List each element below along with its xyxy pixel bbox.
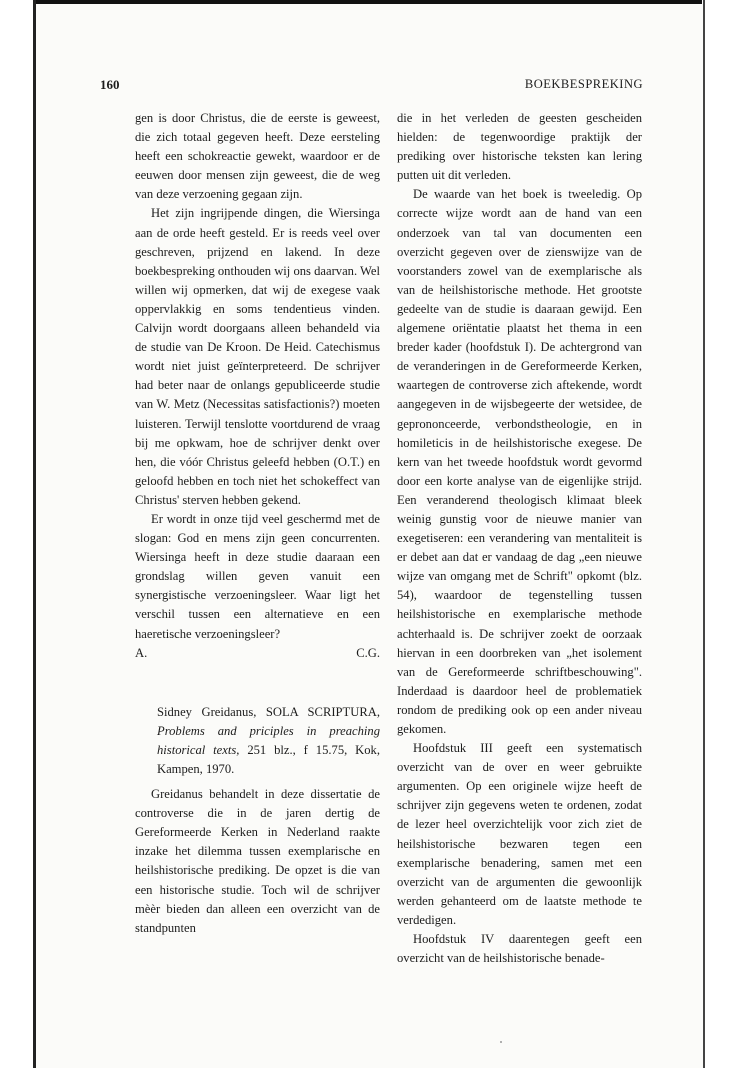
- paragraph: Hoofdstuk IV daarentegen geeft een overzicht van de heilshistorische benade-: [397, 932, 642, 966]
- paragraph: Het zijn ingrijpende dingen, die Wiersinga aan de orde heeft gesteld. Er is reeds veel over geschreven, prijzend en lakend. In deze boekbespreking onthouden wij ons daarvan. Wel willen wij opmerken, dat wij de exegese vaak oppervlakkig en soms tendentieus vinden. Calvijn wordt doorgaans alleen behandeld via de studie van De Kroon. De Heid. Catechismus wordt niet juist geïnterpreteerd. De schrijver had beter naar de onlangs gepubliceerde studie van W. Metz (Necessitas satisfactionis?) moeten luisteren. Terwijl tenslotte voortdurend de vraag bij me opkwam, hoe de schrijver denkt over hen, die vóór Christus geleefd hebben (O.T.) en geloofd hebben en toch niet het schokeffect van Christus' sterven hebben gekend.: [135, 206, 380, 507]
- book-author-title: Sidney Greidanus, SOLA SCRIPTURA,: [157, 704, 380, 719]
- paragraph: De waarde van het boek is tweeledig. Op correcte wijze wordt aan de hand van een onderzoek van tal van documenten een overzicht gegeven over de zienswijze van de voorstanders zowel van de exemplarische als van de heilshistorische methode. Het grootste gedeelte van de studie is daaraan gewijd. Een algemene oriëntatie plaatst het thema in een breder kader (hoofdstuk I). De achtergrond van de veranderingen in de Gereformeerde Kerken, waartegen de controverse zich aftekende, wordt aangegeven in de wijsbegeerte der wetsidee, de geprononceerde, verbondstheologie, en in homileticis in de heilshistorische exegese. De kern van het tweede hoofdstuk wordt gevormd door een korte analyse van de eigenlijke strijd. Een veranderend theologisch klimaat bleek weinig gunstig voor de nieuwe manier van exegetiseren: een verandering van mentaliteit is er debet aan dat er vandaag de dag „een nieuwe wijze van omgang met de Schrift" opkomt (blz. 54), waardoor de tegenstelling tussen heilshistorische en exemplarische methode achterhaald is. De schrijver zoekt de oorzaak hiervan in een doorbreken van „het isolement van de Gereformeerde schriftbeschouwing". Inderdaad is daardoor heel de problematiek rondom de prediking ook op een ander niveau gekomen.: [397, 187, 642, 736]
- signature-initial: A.: [135, 645, 148, 660]
- page-number: 160: [100, 77, 120, 92]
- paragraph: Er wordt in onze tijd veel geschermd met de slogan: God en mens zijn geen concurrenten. Wiersinga heeft in deze studie daaraan een grondslag willen geven vanuit een synergistische verzoeningsleer. Waar ligt het verschil tussen een alternatieve en een haeretische verzoeningsleer?: [135, 511, 380, 641]
- paragraph: Greidanus behandelt in deze dissertatie de controverse die in de jaren dertig de Gereformeerde Kerken in Nederland raakte inzake het dilemma tussen exemplarische en heilshistorische prediking. De opzet is die van een historische studie. Toch wil de schrijver mèèr bieden dan alleen een overzicht van de standpunten: [135, 787, 380, 935]
- paragraph: Hoofdstuk III geeft een systematisch overzicht van de over en weer gebruikte argumenten. Op een originele wijze heeft de schrijver zijn gegevens weten te ordenen, zodat de lezer heel overzichtelijk voor zich ziet de heilshistorische bezwaren tegen een exemplarische benadering, samen met een overzicht van de argumenten die gewoonlijk werden gehanteerd om de laatste methode te verdedigen.: [397, 741, 642, 927]
- paragraph: die in het verleden de geesten gescheiden hielden: de tegenwoordige praktijk der prediking over historische teksten kan lering putten uit dit verleden.: [397, 111, 642, 183]
- scan-speck: [500, 1041, 502, 1043]
- left-column: [135, 109, 380, 938]
- book-subtitle: Problems and priciples in preaching historical texts,: [157, 723, 380, 757]
- signature: [135, 644, 380, 663]
- signature-author: C.G.: [356, 645, 380, 660]
- paragraph: gen is door Christus, die de eerste is geweest, die zich totaal gegeven heeft. Deze eersteling heeft een schokreactie gewekt, waardoor er de eeuwen door mensen zijn geweest, die de weg van deze verzoening gegaan zijn.: [135, 111, 380, 202]
- right-column: [397, 109, 642, 968]
- page-header: [100, 77, 643, 97]
- book-details: 251 blz., f 15.75, Kok, Kampen, 1970.: [157, 742, 380, 776]
- book-reference: [157, 703, 380, 779]
- scan-border-right: [703, 0, 705, 1068]
- running-head: BOEKBESPREKING: [524, 77, 643, 91]
